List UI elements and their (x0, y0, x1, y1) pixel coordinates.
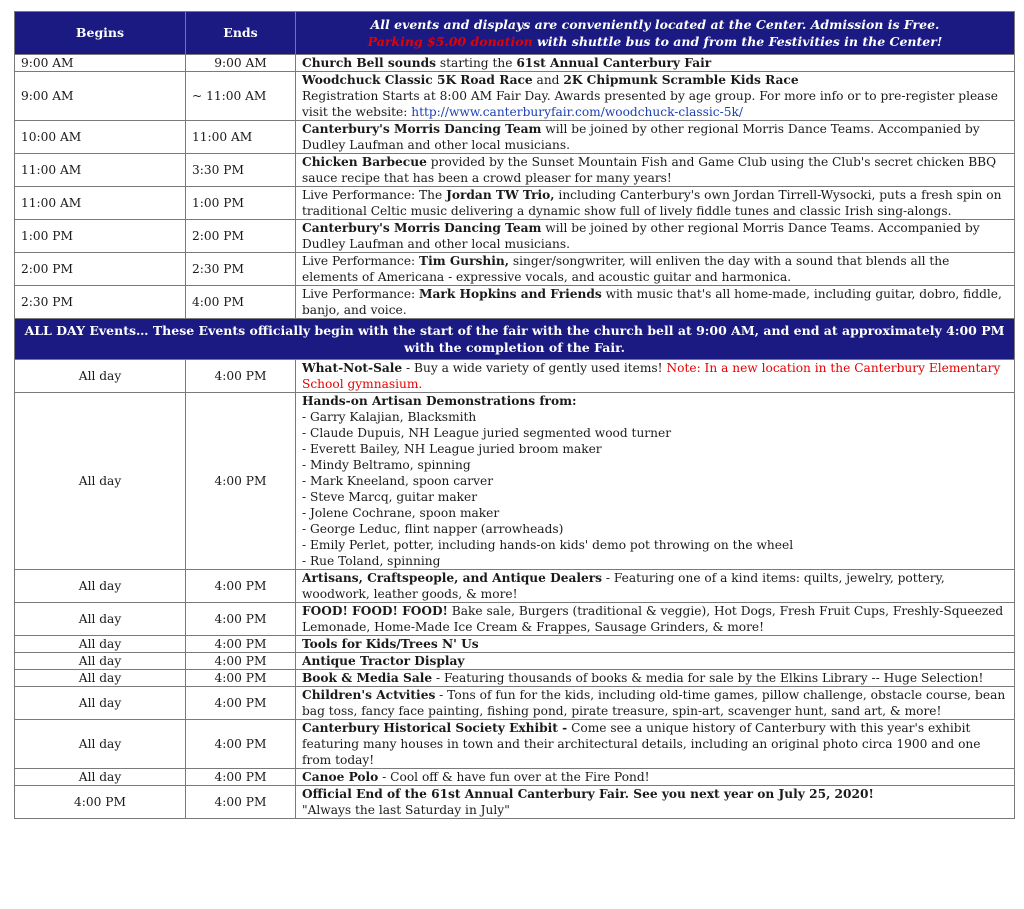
artisan-list-item: - Mindy Beltramo, spinning (302, 458, 471, 472)
event-detail: with music that's all home-made, including guitar, dobro, fiddle, banjo, and voice. (302, 287, 1002, 317)
event-row (15, 786, 1015, 819)
section-line-2: with the completion of the Fair. (404, 340, 625, 355)
event-description-text (302, 670, 1008, 686)
event-title: Church Bell sounds (302, 56, 437, 70)
event-row (15, 55, 1015, 72)
event-description-text (302, 253, 1008, 285)
event-description-text (302, 154, 1008, 186)
event-website-link[interactable]: http://www.canterburyfair.com/woodchuck-classic-5k/ (411, 105, 743, 119)
event-detail: singer/songwriter, will enliven the day with a sound that blends all the elements of Americana - expressive vocals, and acoustic guitar and harmonica. (302, 254, 950, 284)
event-title: Canoe Polo (302, 770, 379, 784)
event-title: Canterbury Historical Society Exhibit - (302, 721, 568, 735)
event-description (296, 253, 1015, 286)
event-detail: provided by the Sunset Mountain Fish and Game Club using the Club's secret chicken BBQ sauce recipe that has been a crowd pleaser for many years! (302, 155, 997, 185)
event-description (296, 220, 1015, 253)
event-description (296, 570, 1015, 603)
event-detail: will be joined by other regional Morris Dance Teams. Accompanied by Dudley Laufman and other local musicians. (302, 221, 980, 251)
event-begin-time: 9:00 AM (15, 55, 186, 72)
event-title: Woodchuck Classic 5K Road Race (302, 73, 533, 87)
event-description-text (302, 570, 1008, 602)
event-end-time: 4:00 PM (186, 670, 296, 687)
artisan-list-item: - Rue Toland, spinning (302, 554, 441, 568)
event-begin-time: All day (15, 769, 186, 786)
event-end-time: 2:00 PM (186, 220, 296, 253)
event-end-time: 2:30 PM (186, 253, 296, 286)
event-row (15, 636, 1015, 653)
info-banner (296, 12, 1015, 55)
all-day-events (15, 360, 1015, 819)
event-description (296, 687, 1015, 720)
event-row (15, 360, 1015, 393)
artisan-list-item: - Garry Kalajian, Blacksmith (302, 410, 477, 424)
event-description (296, 360, 1015, 393)
event-title: What-Not-Sale (302, 361, 403, 375)
schedule-table (14, 11, 1015, 819)
artisan-list-item: - Everett Bailey, NH League juried broom maker (302, 442, 602, 456)
event-end-time: 4:00 PM (186, 603, 296, 636)
event-row (15, 286, 1015, 319)
event-detail: - Tons of fun for the kids, including old-time games, pillow challenge, obstacle course, bean bag toss, fancy face painting, fishing pond, pirate treasure, spin-art, scavenger hunt, sand art, & more! (302, 688, 1006, 718)
event-row (15, 687, 1015, 720)
event-description (296, 121, 1015, 154)
all-day-banner (15, 319, 1015, 360)
event-row (15, 603, 1015, 636)
event-end-time: 4:00 PM (186, 570, 296, 603)
event-row (15, 220, 1015, 253)
event-begin-time: 11:00 AM (15, 187, 186, 220)
event-begin-time: 4:00 PM (15, 786, 186, 819)
event-title: Artisans, Craftspeople, and Antique Dealers (302, 571, 603, 585)
event-detail: Come see a unique history of Canterbury with this year's exhibit featuring many houses in town and their architectural details, including an original photo circa 1900 and one from today! (302, 721, 981, 767)
event-detail: - Buy a wide variety of gently used items! (402, 361, 667, 375)
event-description (296, 55, 1015, 72)
event-description-text (302, 220, 1008, 252)
event-title: Tools for Kids/Trees N' Us (302, 637, 479, 651)
event-description-text (302, 187, 1008, 219)
event-title: Canterbury's Morris Dancing Team (302, 122, 542, 136)
event-description-text (302, 121, 1008, 153)
event-begin-time: 10:00 AM (15, 121, 186, 154)
event-prefix: Live Performance: The (302, 188, 447, 202)
event-detail: starting the (436, 56, 517, 70)
event-end-time: 4:00 PM (186, 786, 296, 819)
event-end-time: 4:00 PM (186, 653, 296, 670)
parking-note: Parking $5.00 donation (367, 34, 533, 49)
event-begin-time: 1:00 PM (15, 220, 186, 253)
all-day-section-header (15, 319, 1015, 360)
event-end-time: 3:30 PM (186, 154, 296, 187)
event-detail: will be joined by other regional Morris Dance Teams. Accompanied by Dudley Laufman and other local musicians. (302, 122, 980, 152)
event-row (15, 570, 1015, 603)
header-row (15, 12, 1015, 55)
event-row (15, 72, 1015, 121)
event-detail: - Featuring one of a kind items: quilts, jewelry, pottery, woodwork, leather goods, & more! (302, 571, 945, 601)
event-title: Children's Actvities (302, 688, 436, 702)
event-description (296, 187, 1015, 220)
event-description-text (302, 393, 1008, 409)
event-description-text (302, 286, 1008, 318)
event-detail: - Featuring thousands of books & media for sale by the Elkins Library -- Huge Selection! (432, 671, 984, 685)
event-row (15, 187, 1015, 220)
event-title: Chicken Barbecue (302, 155, 427, 169)
banner-line-2-rest: with shuttle bus to and from the Festivities in the Center! (532, 34, 943, 49)
event-detail: including Canterbury's own Jordan Tirrell-Wysocki, puts a fresh spin on traditional Celtic music delivering a dynamic show full of lively fiddle tunes and classic Irish sing-alongs. (302, 188, 1002, 218)
event-title: Tim Gurshin, (419, 254, 510, 268)
begins-header: Begins (15, 12, 186, 55)
event-prefix: Live Performance: (302, 287, 420, 301)
ends-header: Ends (186, 12, 296, 55)
event-end-time: 4:00 PM (186, 687, 296, 720)
event-description (296, 393, 1015, 570)
event-title: Official End of the 61st Annual Canterbury Fair. See you next year on July 25, 2020! (302, 787, 874, 801)
event-detail-line (302, 88, 1008, 120)
event-title: Book & Media Sale (302, 671, 433, 685)
artisan-list-item: - Emily Perlet, potter, including hands-on kids' demo pot throwing on the wheel (302, 538, 794, 552)
event-end-time: 4:00 PM (186, 393, 296, 570)
event-row (15, 393, 1015, 570)
section-line-1: ALL DAY Events… These Events officially begin with the start of the fair with the church bell at 9:00 AM, and end at approximately 4:00 PM (24, 323, 1005, 338)
event-row (15, 154, 1015, 187)
event-begin-time: 11:00 AM (15, 154, 186, 187)
event-description-text (302, 769, 1008, 785)
event-description-text (302, 603, 1008, 635)
event-title: Antique Tractor Display (302, 654, 465, 668)
event-detail-line (302, 802, 1008, 818)
artisan-list-item: - Jolene Cochrane, spoon maker (302, 506, 500, 520)
event-detail: - Cool off & have fun over at the Fire Pond! (378, 770, 650, 784)
event-end-time: 4:00 PM (186, 769, 296, 786)
event-description (296, 769, 1015, 786)
artisan-list-item: - Mark Kneeland, spoon carver (302, 474, 494, 488)
event-title: Hands-on Artisan Demonstrations from: (302, 394, 577, 408)
event-begin-time: All day (15, 720, 186, 769)
event-begin-time: 2:30 PM (15, 286, 186, 319)
event-row (15, 653, 1015, 670)
artisan-list-item: - Claude Dupuis, NH League juried segmented wood turner (302, 426, 672, 440)
event-end-time: 4:00 PM (186, 286, 296, 319)
event-row (15, 121, 1015, 154)
event-end-time: 9:00 AM (186, 55, 296, 72)
event-description-text (302, 786, 1008, 802)
event-detail: and (532, 73, 564, 87)
event-description-text (302, 72, 1008, 88)
event-end-time: 4:00 PM (186, 360, 296, 393)
event-description-text (302, 360, 1008, 392)
event-description (296, 653, 1015, 670)
event-end-time: ~ 11:00 AM (186, 72, 296, 121)
event-row (15, 670, 1015, 687)
event-note: Note: In a new location in the Canterbury Elementary School gymnasium. (302, 361, 1001, 391)
event-begin-time: All day (15, 360, 186, 393)
event-begin-time: All day (15, 603, 186, 636)
event-description (296, 154, 1015, 187)
event-title: Jordan TW Trio, (446, 188, 555, 202)
event-description (296, 786, 1015, 819)
event-title: Canterbury's Morris Dancing Team (302, 221, 542, 235)
event-description (296, 72, 1015, 121)
event-title: FOOD! FOOD! FOOD! (302, 604, 448, 618)
event-title-secondary: 2K Chipmunk Scramble Kids Race (563, 73, 799, 87)
event-begin-time: All day (15, 636, 186, 653)
event-description-text (302, 653, 1008, 669)
event-description-text (302, 636, 1008, 652)
event-description (296, 720, 1015, 769)
event-description (296, 286, 1015, 319)
event-begin-time: All day (15, 670, 186, 687)
event-end-time: 1:00 PM (186, 187, 296, 220)
event-description-text (302, 720, 1008, 768)
event-row (15, 720, 1015, 769)
event-row (15, 769, 1015, 786)
event-detail: Bake sale, Burgers (traditional & veggie), Hot Dogs, Fresh Fruit Cups, Freshly-Squeezed Lemonade, Home-Made Ice Cream & Frappes, Sausage Grinders, & more! (302, 604, 1004, 634)
event-begin-time: All day (15, 653, 186, 670)
event-begin-time: All day (15, 570, 186, 603)
event-row (15, 253, 1015, 286)
event-begin-time: 9:00 AM (15, 72, 186, 121)
banner-line-2 (302, 33, 1008, 50)
event-description-text (302, 687, 1008, 719)
event-end-time: 11:00 AM (186, 121, 296, 154)
event-begin-time: All day (15, 393, 186, 570)
event-title-secondary: 61st Annual Canterbury Fair (516, 56, 712, 70)
event-description (296, 636, 1015, 653)
event-end-time: 4:00 PM (186, 636, 296, 653)
timed-events (15, 55, 1015, 319)
banner-line-1: All events and displays are conveniently located at the Center. Admission is Free. (370, 17, 940, 32)
event-end-time: 4:00 PM (186, 720, 296, 769)
event-begin-time: 2:00 PM (15, 253, 186, 286)
event-description-text (302, 55, 1008, 71)
event-title: Mark Hopkins and Friends (419, 287, 602, 301)
event-description (296, 670, 1015, 687)
artisan-list-item: - Steve Marcq, guitar maker (302, 490, 478, 504)
artisan-list-item: - George Leduc, flint napper (arrowheads) (302, 522, 564, 536)
event-detail-text: "Always the last Saturday in July" (302, 803, 510, 817)
event-prefix: Live Performance: (302, 254, 420, 268)
event-description (296, 603, 1015, 636)
event-detail-text: Registration Starts at 8:00 AM Fair Day. Awards presented by age group. For more info or to pre-register please visit the website: (302, 89, 998, 119)
event-begin-time: All day (15, 687, 186, 720)
